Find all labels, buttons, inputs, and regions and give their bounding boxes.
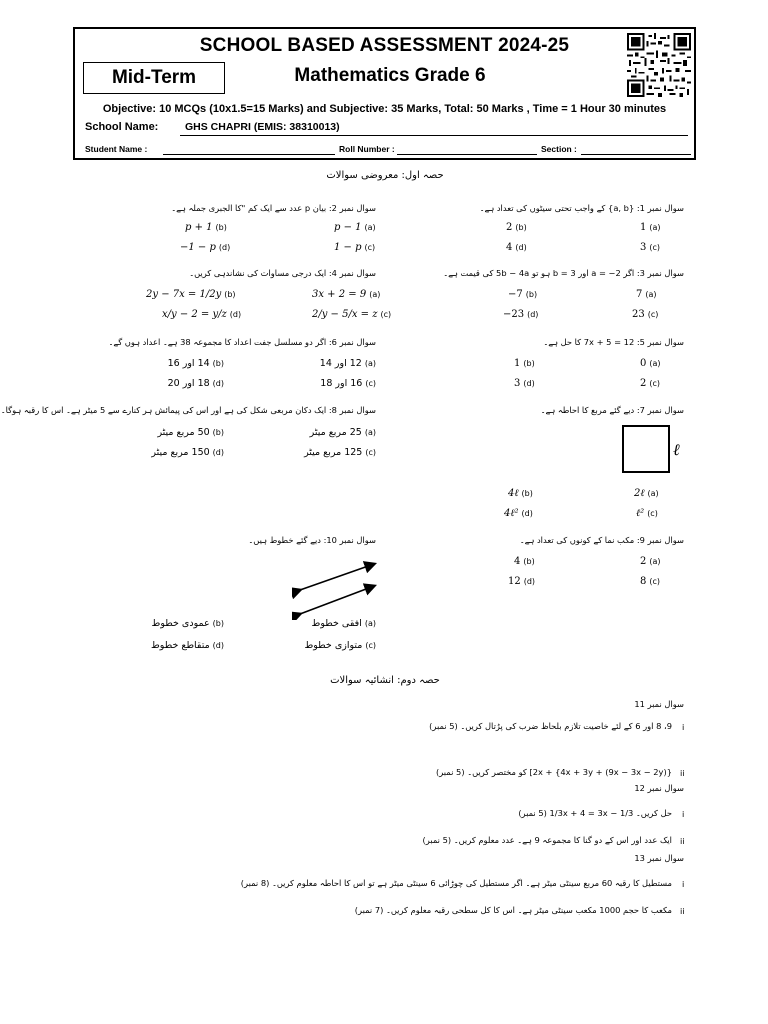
q9-option-d[interactable]: 12 (d) — [508, 576, 536, 587]
q12-part-i: حل کریں۔ 1/3x + 4 = 3x − 1/3 (5 نمبر) — [518, 808, 672, 818]
q11-part-ii: 2x + {4x + 3y + (9x − 3x − 2y)}] کو مختصر کریں۔ (5 نمبر) — [435, 767, 672, 777]
roll-number-label: Roll Number : — [339, 144, 395, 154]
question-11-label: سوال نمبر 11 — [634, 699, 684, 709]
q6-option-d[interactable]: (d)18 اور 20 — [167, 378, 224, 389]
q1-option-a[interactable]: 1 (a) — [640, 222, 661, 233]
q2-option-b[interactable]: p + 1 (b) — [185, 222, 227, 233]
q12-part-ii-number: ii — [680, 836, 685, 846]
q6-option-b[interactable]: (b)14 اور 16 — [167, 358, 224, 369]
term-badge: Mid-Term — [83, 62, 225, 94]
q5-option-d[interactable]: 3 (d) — [514, 378, 535, 389]
section1-title: حصہ اول: معروضی سوالات — [326, 170, 444, 181]
q6-option-a[interactable]: (a)12 اور 14 — [319, 358, 376, 369]
header-box — [73, 27, 696, 160]
q5-option-a[interactable]: 0 (a) — [640, 358, 661, 369]
objective-line: Objective: 10 MCQs (10x1.5=15 Marks) and Subjective: 35 Marks, Total: 50 Marks , Time = 1 Hour 30 minutes — [102, 103, 667, 115]
question-5: سوال نمبر 5: 7x + 5 = 12 کا حل ہے۔ — [543, 337, 684, 347]
student-name-field[interactable] — [163, 154, 335, 155]
q9-option-a[interactable]: 2 (a) — [640, 556, 661, 567]
q5-option-b[interactable]: 1 (b) — [514, 358, 535, 369]
side-length-label: ℓ — [673, 440, 680, 459]
q5-option-c[interactable]: 2 (c) — [640, 378, 661, 389]
question-10: سوال نمبر 10: دیے گئے خطوط ہیں۔ — [248, 535, 376, 545]
parallel-lines-figure — [292, 558, 382, 620]
q7-option-b[interactable]: 4ℓ (b) — [508, 488, 533, 499]
q12-part-i-number: i — [682, 809, 685, 819]
q7-option-a[interactable]: 2ℓ (a) — [634, 488, 659, 499]
question-1: سوال نمبر 1: {a, b} کے واجب تحتی سیٹوں کی تعداد ہے۔ — [479, 203, 684, 213]
exam-title: SCHOOL BASED ASSESSMENT 2024-25 — [199, 35, 570, 56]
q4-option-c[interactable]: 2/y − 5/x = z (c) — [312, 309, 392, 320]
subject-title: Mathematics Grade 6 — [294, 65, 486, 86]
q2-option-a[interactable]: p − 1 (a) — [334, 222, 376, 233]
q10-option-d[interactable]: (d)متقاطع خطوط — [151, 640, 224, 651]
q13-part-ii-number: ii — [680, 906, 685, 916]
q3-option-a[interactable]: 7 (a) — [636, 289, 657, 300]
qr-code-icon — [627, 32, 691, 98]
q6-option-c[interactable]: (c)16 اور 18 — [320, 378, 376, 389]
q4-option-b[interactable]: 2y − 7x = 1/2y (b) — [146, 289, 236, 300]
q3-option-c[interactable]: 23 (c) — [632, 309, 659, 320]
q11-part-i-number: i — [682, 722, 685, 732]
q12-part-ii: ایک عدد اور اس کے دو گنا کا مجموعہ 9 ہے۔ عدد معلوم کریں۔ (5 نمبر) — [422, 835, 672, 845]
q4-option-d[interactable]: x/y − 2 = y/z (d) — [162, 309, 242, 320]
question-7: سوال نمبر 7: دیے گئے مربع کا احاطہ ہے۔ — [540, 405, 684, 415]
q3-option-d[interactable]: −23 (d) — [503, 309, 539, 320]
q13-part-i-number: i — [682, 879, 685, 889]
roll-number-field[interactable] — [397, 154, 537, 155]
q8-option-a[interactable]: (a)25 مربع میٹر — [309, 427, 376, 438]
q9-option-b[interactable]: 4 (b) — [514, 556, 535, 567]
q2-option-d[interactable]: −1 − p (d) — [180, 242, 231, 253]
q10-option-c[interactable]: (c)متوازی خطوط — [304, 640, 376, 651]
question-2: سوال نمبر 2: بیان p عدد سے ایک کم "کا الجبری جملہ ہے۔ — [171, 203, 376, 213]
q2-option-c[interactable]: 1 − p (c) — [334, 242, 376, 253]
q1-option-c[interactable]: 3 (c) — [640, 242, 661, 253]
q8-option-d[interactable]: (d)150 مربع میٹر — [151, 447, 224, 458]
q13-part-i: مستطیل کا رقبہ 60 مربع سینٹی میٹر ہے۔ اگر مستطیل کی چوڑائی 6 سینٹی میٹر ہے تو اس کا احاطہ معلوم کریں۔ (8 نمبر) — [240, 878, 672, 888]
section-field[interactable] — [581, 154, 691, 155]
q13-part-ii: مکعب کا حجم 1000 مکعب سینٹی میٹر ہے۔ اس کا کل سطحی رقبہ معلوم کریں۔ (7 نمبر) — [354, 905, 672, 915]
school-name-value: GHS CHAPRI (EMIS: 38310013) — [185, 121, 340, 133]
question-4: سوال نمبر 4: ایک درجی مساوات کی نشاندہی کریں۔ — [189, 268, 376, 278]
q11-part-ii-number: ii — [680, 768, 685, 778]
q9-option-c[interactable]: 8 (c) — [640, 576, 661, 587]
question-12-label: سوال نمبر 12 — [634, 783, 684, 793]
q8-option-c[interactable]: (c)125 مربع میٹر — [304, 447, 376, 458]
q10-option-a[interactable]: (a)افقی خطوط — [311, 618, 376, 629]
q1-option-d[interactable]: 4 (d) — [506, 242, 527, 253]
school-name-line — [180, 135, 688, 136]
question-3: سوال نمبر 3: اگر a = −2 اور b = 3 ہو تو 5b − 4a کی قیمت ہے۔ — [443, 268, 684, 278]
section-label: Section : — [541, 144, 577, 154]
question-6: سوال نمبر 6: اگر دو مسلسل جفت اعداد کا مجموعہ 38 ہے۔ اعداد ہوں گے۔ — [108, 337, 376, 347]
q3-option-b[interactable]: −7 (b) — [508, 289, 538, 300]
q10-option-b[interactable]: (b)عمودی خطوط — [151, 618, 224, 629]
section2-title: حصہ دوم: انشائیہ سوالات — [330, 675, 440, 686]
question-9: سوال نمبر 9: مکب نما کے کونوں کی تعداد ہے۔ — [519, 535, 684, 545]
q7-option-d[interactable]: 4ℓ² (d) — [504, 508, 533, 519]
question-8: سوال نمبر 8: ایک دکان مربعی شکل کی ہے اور اس کی پیمائش ہر کنارے سے 5 میٹر ہے۔ اس کا رقبہ ہوگا۔ — [0, 405, 376, 415]
q7-option-c[interactable]: ℓ² (c) — [636, 508, 658, 519]
q4-option-a[interactable]: 3x + 2 = 9 (a) — [312, 289, 381, 300]
question-13-label: سوال نمبر 13 — [634, 853, 684, 863]
school-name-label: School Name: — [85, 121, 159, 133]
square-figure — [622, 425, 670, 473]
q8-option-b[interactable]: (b)50 مربع میٹر — [157, 427, 224, 438]
student-name-label: Student Name : — [85, 144, 148, 154]
q1-option-b[interactable]: 2 (b) — [506, 222, 527, 233]
q11-part-i: 9، 8 اور 6 کے لئے خاصیت تلازم بلحاظ ضرب کی پڑتال کریں۔ (5 نمبر) — [429, 721, 672, 731]
